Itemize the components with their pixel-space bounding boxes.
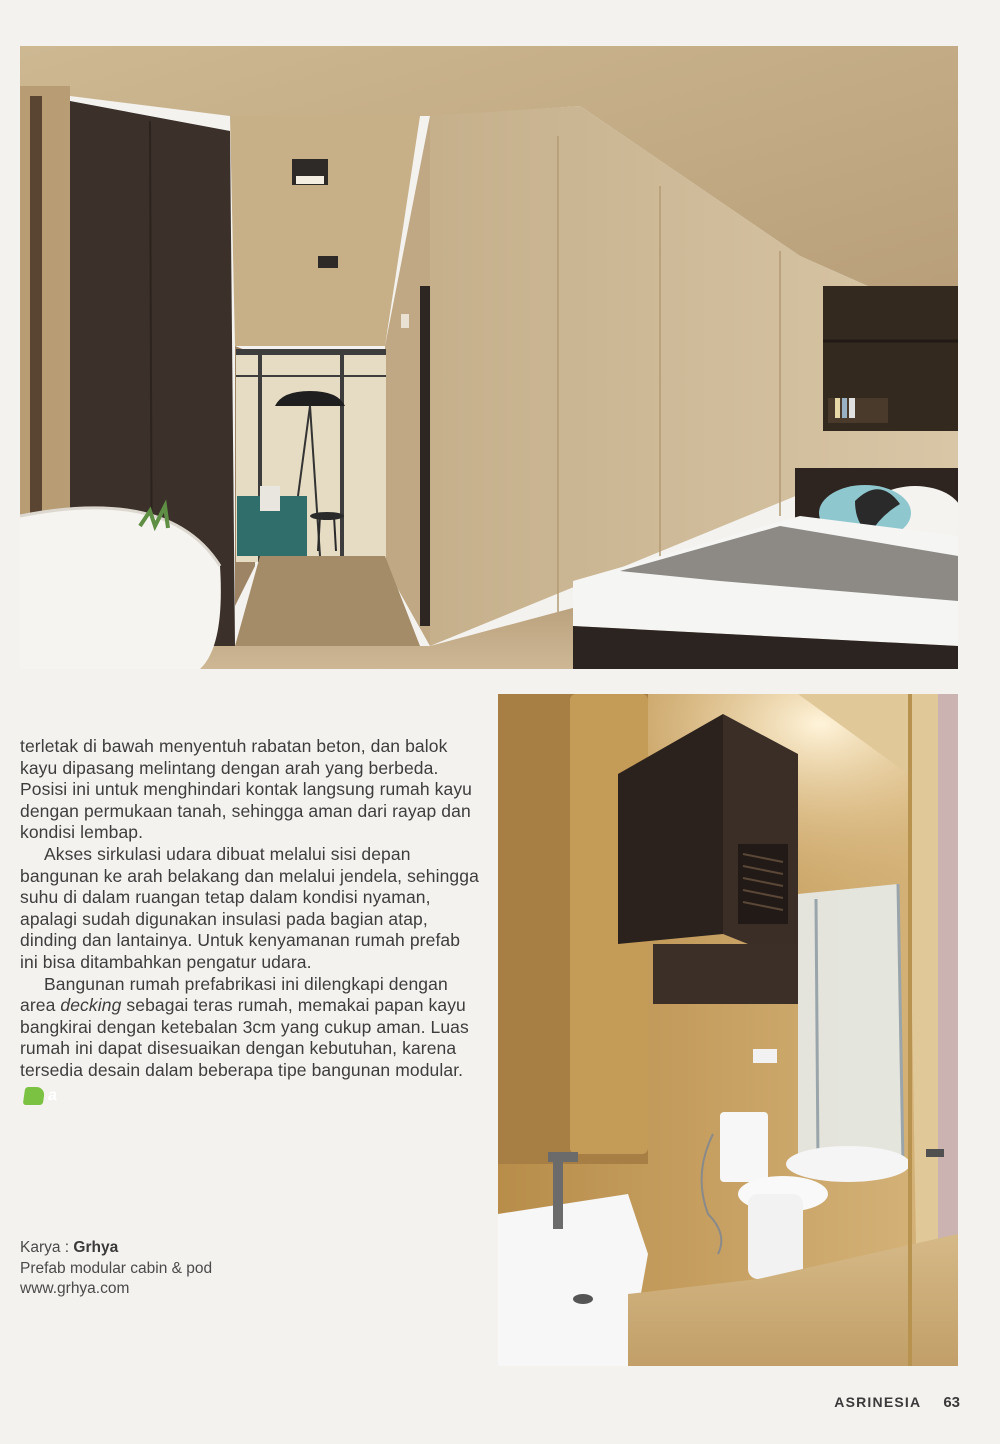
article-paragraph-2: Akses sirkulasi udara dibuat melalui sisi depan bangunan ke arah belakang dan melalui jendela, sehingga suhu di dalam ruangan tetap dalam kondisi nyaman, apalagi sudah digunakan insulasi pada bagian atap, dinding dan lantainya. Untuk kenyamanan rumah prefab ini bisa ditambahkan pengatur udara.	[20, 843, 479, 972]
paragraph-3-text-end: sebagai teras rumah, memakai papan kayu bangkirai dengan ketebalan 3cm yang cukup aman. Luas rumah ini dapat disesuaikan dengan kebutuhan, karena tersedia desain dalam beberapa tipe bangunan modular.	[20, 995, 469, 1080]
asrinesia-end-mark-icon: a	[23, 1087, 46, 1105]
paragraph-3-text-start: Bangunan rumah prefabrikasi ini dilengkapi dengan area	[20, 973, 448, 1016]
bathroom-photo	[498, 694, 958, 1366]
credits-designer-line	[20, 1238, 320, 1259]
credits-block	[20, 1238, 320, 1300]
page-footer	[834, 1394, 960, 1411]
credits-label: Karya :	[20, 1239, 74, 1256]
page-number: 63	[943, 1394, 960, 1411]
credits-description: Prefab modular cabin & pod	[20, 1259, 213, 1277]
decking-term: decking	[60, 995, 122, 1016]
article-paragraph-1: terletak di bawah menyentuh rabatan beton, dan balok kayu dipasang melintang dengan arah yang berbeda. Posisi ini untuk menghindari kontak langsung rumah kayu dengan permukaan tanah, sehingga aman dari rayap dan kondisi lembap.	[20, 736, 473, 843]
article-body	[20, 736, 480, 1105]
credits-designer-name: Grhya	[73, 1239, 119, 1256]
magazine-name: ASRINESIA	[834, 1394, 922, 1410]
bedroom-photo	[20, 46, 958, 669]
article-paragraph-3	[20, 974, 480, 1105]
credits-website: www.grhya.com	[20, 1280, 130, 1297]
